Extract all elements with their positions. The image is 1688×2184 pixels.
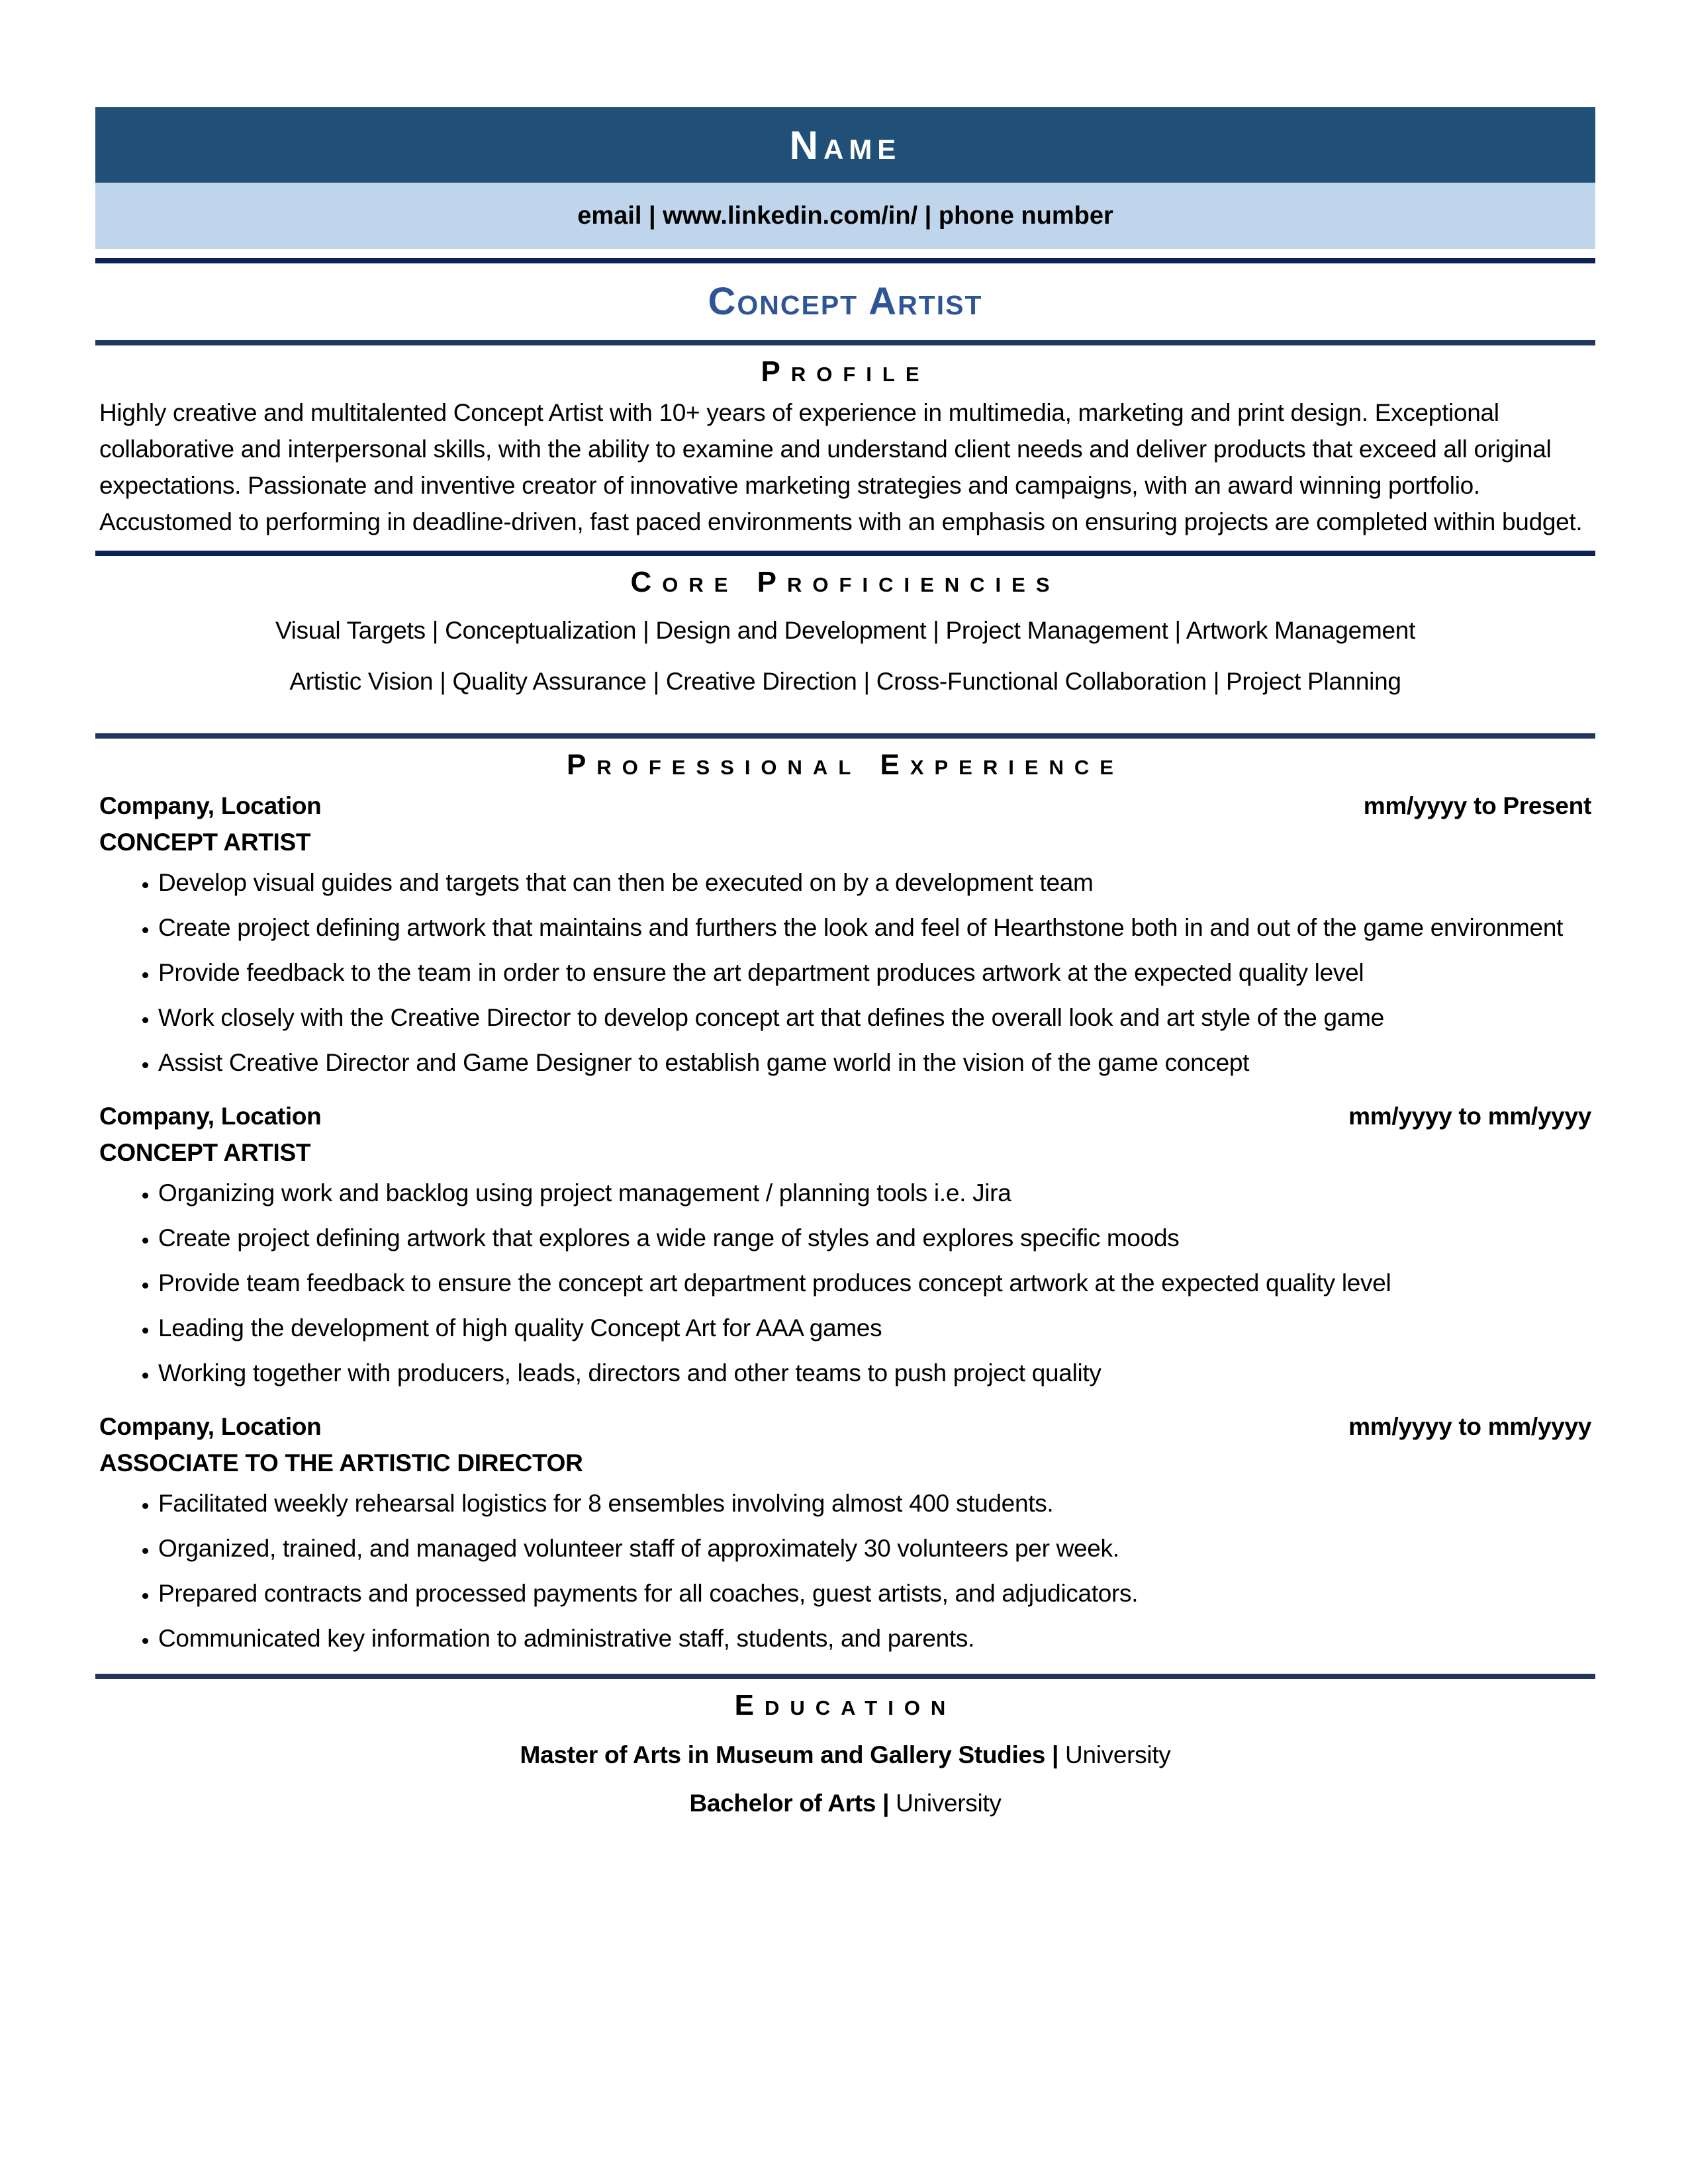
- education-entry: [95, 1731, 1595, 1779]
- school: University: [896, 1790, 1002, 1817]
- candidate-name: Name: [789, 122, 902, 167]
- school: University: [1065, 1741, 1171, 1768]
- job-title-heading: Concept Artist: [708, 280, 983, 323]
- experience-heading: Professional Experience: [567, 749, 1124, 781]
- bullet-item: • Communicated key information to administrative staff, students, and parents.: [158, 1620, 1595, 1657]
- proficiencies-line: Visual Targets | Conceptualization | Design and Development | Project Management | Artwork Management: [275, 617, 1416, 644]
- divider: [95, 340, 1595, 345]
- contact-info: email | www.linkedin.com/in/ | phone number: [577, 201, 1113, 230]
- job-position: ASSOCIATE TO THE ARTISTIC DIRECTOR: [99, 1449, 583, 1477]
- profile-heading: Profile: [761, 355, 930, 388]
- bullet-item: • Leading the development of high quality Concept Art for AAA games: [158, 1310, 1595, 1346]
- bullet-item: • Create project defining artwork that explores a wide range of styles and explores specific moods: [158, 1220, 1595, 1256]
- degree: Bachelor of Arts: [689, 1790, 876, 1817]
- divider: [95, 733, 1595, 739]
- contact-banner: [95, 183, 1595, 249]
- job-position: CONCEPT ARTIST: [99, 1139, 311, 1166]
- divider: [95, 551, 1595, 556]
- bullet-item: • Develop visual guides and targets that can then be executed on by a development team: [158, 864, 1595, 901]
- bullet-item: • Working together with producers, leads, directors and other teams to push project quality: [158, 1355, 1595, 1391]
- job-header: [95, 1408, 1595, 1445]
- company-location: Company, Location: [99, 792, 322, 819]
- job-dates: mm/yyyy to Present: [1363, 792, 1591, 819]
- name-banner: [95, 107, 1595, 183]
- proficiencies-line: Artistic Vision | Quality Assurance | Creative Direction | Cross-Functional Collaboration | Project Planning: [289, 668, 1401, 695]
- bullet-item: • Work closely with the Creative Director to develop concept art that defines the overall look and art style of the game: [158, 999, 1595, 1036]
- job-bullets: [95, 864, 1595, 1081]
- separator: |: [882, 1790, 890, 1817]
- bullet-item: • Provide feedback to the team in order to ensure the art department produces artwork at the expected quality level: [158, 954, 1595, 991]
- job-bullets: [95, 1485, 1595, 1657]
- bullet-item: • Assist Creative Director and Game Designer to establish game world in the vision of the game concept: [158, 1044, 1595, 1081]
- proficiencies-heading: Core Proficiencies: [630, 566, 1060, 598]
- bullet-item: • Facilitated weekly rehearsal logistics for 8 ensembles involving almost 400 students.: [158, 1485, 1595, 1522]
- bullet-item: • Organized, trained, and managed volunteer staff of approximately 30 volunteers per week.: [158, 1530, 1595, 1567]
- job-entry: [95, 1408, 1595, 1657]
- education-heading: Education: [734, 1689, 957, 1721]
- job-entry: [95, 1098, 1595, 1391]
- divider: [95, 1674, 1595, 1679]
- job-dates: mm/yyyy to mm/yyyy: [1348, 1103, 1591, 1130]
- degree: Master of Arts in Museum and Gallery Studies: [520, 1741, 1045, 1768]
- education-entry: [95, 1779, 1595, 1827]
- bullet-item: • Provide team feedback to ensure the concept art department produces concept artwork at the expected quality level: [158, 1265, 1595, 1301]
- company-location: Company, Location: [99, 1413, 322, 1440]
- job-bullets: [95, 1175, 1595, 1391]
- resume-page: [95, 107, 1595, 1827]
- job-dates: mm/yyyy to mm/yyyy: [1348, 1413, 1591, 1440]
- divider: [95, 258, 1595, 263]
- company-location: Company, Location: [99, 1103, 322, 1130]
- bullet-item: • Create project defining artwork that maintains and furthers the look and feel of Hearthstone both in and out of the game environment: [158, 909, 1595, 946]
- profile-text: Highly creative and multitalented Concept Artist with 10+ years of experience in multimedia, marketing and print design. Exceptional collaborative and interpersonal skills, with the ability to examine and understand client needs and deliver products that exceed all original expectations. Passionate and inventive creator of innovative marketing strategies and campaigns, with an award winning portfolio. Accustomed to performing in deadline-driven, fast paced environments with an emphasis on ensuring projects are completed within budget.: [99, 399, 1583, 535]
- bullet-item: • Organizing work and backlog using project management / planning tools i.e. Jira: [158, 1175, 1595, 1211]
- job-header: [95, 788, 1595, 824]
- separator: |: [1051, 1741, 1059, 1768]
- experience-list: [95, 788, 1595, 1657]
- job-position: CONCEPT ARTIST: [99, 829, 311, 856]
- job-entry: [95, 788, 1595, 1081]
- bullet-item: • Prepared contracts and processed payments for all coaches, guest artists, and adjudicators.: [158, 1575, 1595, 1612]
- job-header: [95, 1098, 1595, 1134]
